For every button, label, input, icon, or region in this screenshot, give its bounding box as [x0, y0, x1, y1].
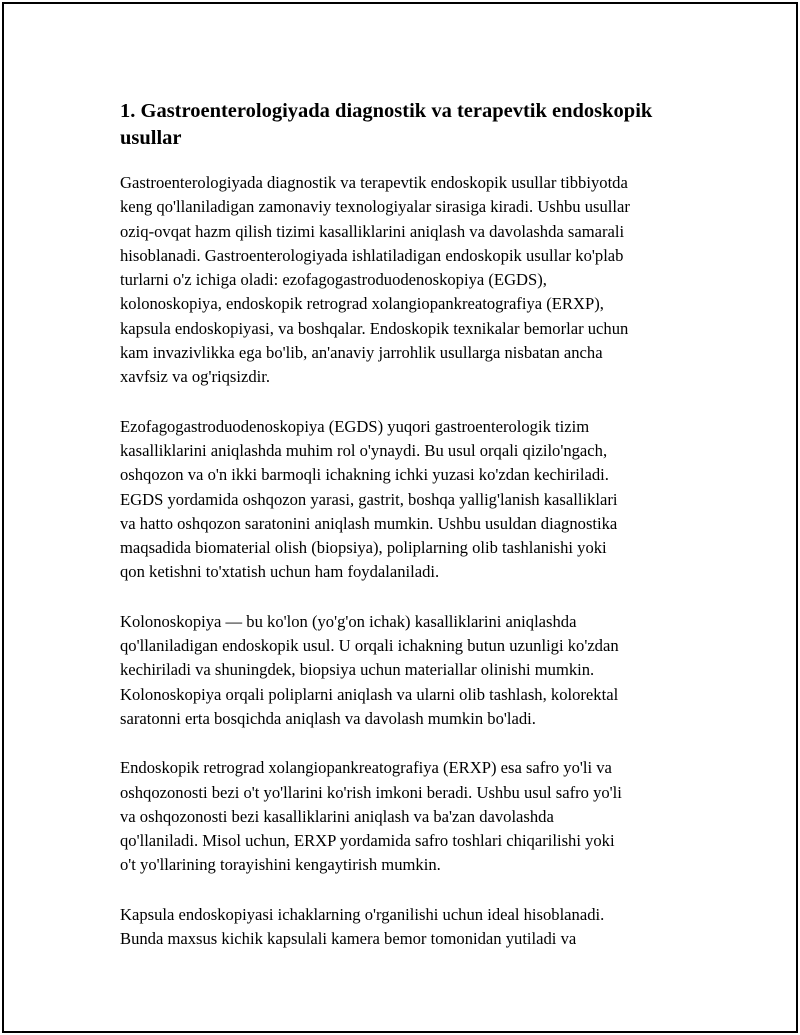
text-line: oshqozonosti bezi o't yo'llarini ko'rish imkoni beradi. Ushbu usul safro yo'li	[120, 782, 622, 802]
text-line: saratonni erta bosqichda aniqlash va davolash mumkin bo'ladi.	[120, 708, 536, 728]
paragraph-intro	[120, 171, 694, 390]
text-line: o't yo'llarining torayishini kengaytirish mumkin.	[120, 855, 441, 875]
paragraph-egds	[120, 415, 694, 585]
text-line: maqsadida biomaterial olish (biopsiya), poliplarning olib tashlanishi yoki	[120, 538, 607, 558]
text-line: kolonoskopiya, endoskopik retrograd xolangiopankreatografiya (ERXP),	[120, 294, 604, 314]
text-line: qo'llaniladigan endoskopik usul. U orqali ichakning butun uzunligi ko'zdan	[120, 636, 619, 656]
document-page	[2, 2, 798, 1033]
text-line: va oshqozonosti bezi kasalliklarini aniqlash va ba'zan davolashda	[120, 806, 554, 826]
text-line: Kolonoskopiya orqali poliplarni aniqlash va ularni olib tashlash, kolorektal	[120, 684, 619, 704]
paragraph-kolonoskopiya	[120, 610, 694, 731]
text-line: Bunda maxsus kichik kapsulali kamera bemor tomonidan yutiladi va	[120, 929, 577, 949]
section-heading	[120, 98, 694, 152]
text-line: Ezofagogastroduodenoskopiya (EGDS) yuqori gastroenterologik tizim	[120, 416, 590, 436]
text-line: va hatto oshqozon saratonini aniqlash mumkin. Ushbu usuldan diagnostika	[120, 513, 618, 533]
text-line: Gastroenterologiyada diagnostik va terapevtik endoskopik usullar tibbiyotda	[120, 173, 628, 192]
text-line: keng qo'llaniladigan zamonaviy texnologiyalar sirasiga kiradi. Ushbu usullar	[120, 197, 630, 217]
document-body	[120, 98, 694, 976]
text-line: Kapsula endoskopiyasi ichaklarning o'rganilishi uchun ideal hisoblanadi.	[120, 904, 605, 924]
text-line: oshqozon va o'n ikki barmoqli ichakning ichki yuzasi ko'zdan kechiriladi.	[120, 465, 609, 485]
text-line: qo'llaniladi. Misol uchun, ERXP yordamida safro toshlari chiqarilishi yoki	[120, 831, 615, 851]
text-line: turlarni o'z ichiga oladi: ezofagogastroduodenoskopiya (EGDS),	[120, 270, 547, 290]
text-line: Kolonoskopiya — bu ko'lon (yo'g'on ichak) kasalliklarini aniqlashda	[120, 611, 577, 631]
heading-line: 1. Gastroenterologiyada diagnostik va terapevtik endoskopik	[120, 100, 653, 122]
text-line: kechiriladi va shuningdek, biopsiya uchun materiallar olinishi mumkin.	[120, 660, 595, 680]
heading-line: usullar	[120, 127, 182, 149]
text-line: kasalliklarini aniqlashda muhim rol o'ynaydi. Bu usul orqali qizilo'ngach,	[120, 440, 608, 460]
text-line: xavfsiz va og'riqsizdir.	[120, 367, 270, 387]
text-line: kapsula endoskopiyasi, va boshqalar. Endoskopik texnikalar bemorlar uchun	[120, 318, 629, 338]
text-line: EGDS yordamida oshqozon yarasi, gastrit, boshqa yallig'lanish kasalliklari	[120, 489, 618, 509]
text-line: hisoblanadi. Gastroenterologiyada ishlatiladigan endoskopik usullar ko'plab	[120, 245, 624, 265]
text-line: oziq-ovqat hazm qilish tizimi kasalliklarini aniqlash va davolashda samarali	[120, 221, 625, 241]
text-line: qon ketishni to'xtatish uchun ham foydalaniladi.	[120, 562, 440, 582]
text-line: Endoskopik retrograd xolangiopankreatografiya (ERXP) esa safro yo'li va	[120, 758, 612, 778]
paragraph-kapsula	[120, 903, 694, 952]
paragraph-erxp	[120, 756, 694, 877]
text-line: kam invazivlikka ega bo'lib, an'anaviy jarrohlik usullarga nisbatan ancha	[120, 343, 603, 363]
